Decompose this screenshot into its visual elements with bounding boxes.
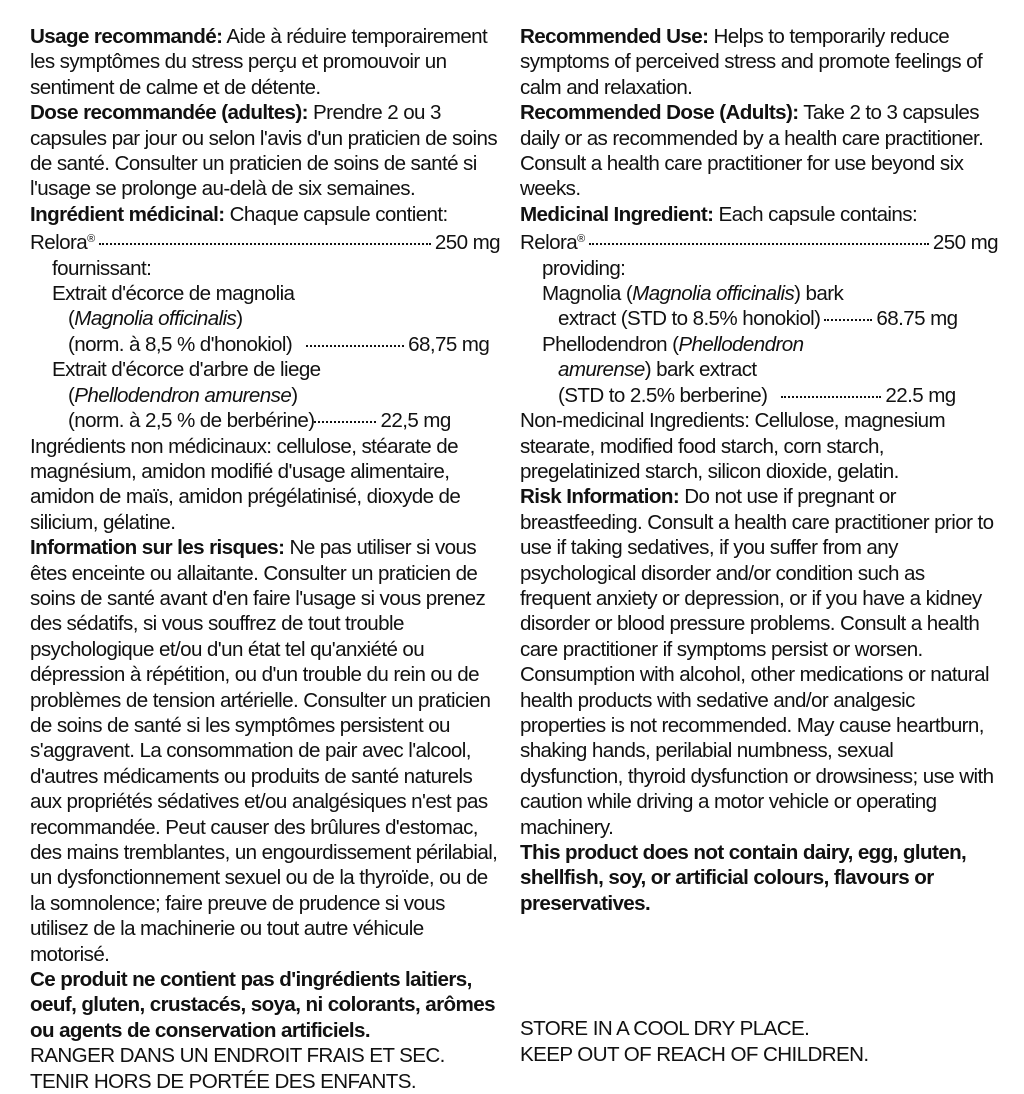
phello-amount-fr: 22,5 mg — [380, 409, 451, 433]
paren-open: ( — [68, 307, 75, 331]
risk-text-en: Do not use if pregnant or breastfeeding. Consult a health care practitioner prior to use if taking sedatives, if you suffer from any psychological disorder and/or condition such as frequent anxiety or depression, or if you have a kidney disorder or blood pressure problems. Consult a health care practitioner if symptoms persist or worsen. Consumption with alcohol, other medications or natural health products with sedative and/or analgesic properties is not recommended. May cause heartburn, shaking hands, perilabial numbness, sexual dysfunction, thyroid dysfunction or drowsiness; use with caution while driving a motor vehicle or operating machinery. — [520, 485, 994, 839]
paren-open: ( — [68, 383, 75, 407]
risk-section-fr — [30, 535, 500, 967]
children-warning-fr: TENIR HORS DE PORTÉE DES ENFANTS. — [30, 1069, 417, 1093]
dose-label-fr: Dose recommandée (adultes): — [30, 101, 308, 125]
registered-mark-en: ® — [577, 233, 585, 246]
providing-en: providing: — [542, 256, 626, 280]
magnolia-name-fr: Extrait d'écorce de magnolia — [52, 282, 295, 306]
usage-section-en — [520, 24, 998, 100]
usage-text-fr: Aide à réduire temporairement les symptômes du stress perçu et promouvoir un sentiment de calme et de détente. — [30, 25, 488, 99]
phello-latin-b-en: amurense — [558, 358, 645, 382]
french-column — [30, 24, 500, 1094]
phello-prefix-en: Phellodendron ( — [542, 332, 679, 356]
dot-leader — [99, 243, 431, 245]
magnolia-suffix-en: ) bark — [794, 282, 844, 306]
ingredient-label-fr: Ingrédient médicinal: — [30, 202, 225, 226]
magnolia-std-fr: (norm. à 8,5 % d'honokiol) — [68, 332, 293, 356]
usage-label-fr: Usage recommandé: — [30, 25, 223, 48]
phello-suffix-en: ) bark extract — [644, 358, 757, 382]
magnolia-latin-name-en: Magnolia officinalis — [632, 282, 795, 306]
dose-section-en — [520, 100, 998, 202]
magnolia-amount-en: 68.75 mg — [876, 307, 958, 331]
providing-fr: fournissant: — [52, 256, 152, 280]
magnolia-amount-fr: 68,75 mg — [408, 332, 490, 356]
non-medicinal-fr: Ingrédients non médicinaux: cellulose, stéarate de magnésium, amidon modifié d'usage alimentaire, amidon de maïs, amidon prégélatinisé, dioxyde de silicium, gélatine. — [30, 434, 461, 534]
phello-amount-en: 22.5 mg — [885, 383, 956, 407]
non-medicinal-en: Non-medicinal Ingredients: Cellulose, magnesium stearate, modified food starch, corn starch, pregelatinized starch, silicon dioxide, gelatin. — [520, 409, 946, 483]
relora-amount-en: 250 mg — [932, 231, 998, 255]
storage-fr: RANGER DANS UN ENDROIT FRAIS ET SEC. — [30, 1044, 445, 1068]
phello-name-en — [520, 332, 998, 357]
paren-close: ) — [291, 383, 298, 407]
english-column — [520, 24, 998, 1067]
ingredient-section-fr — [30, 202, 500, 227]
storage-en: STORE IN A COOL DRY PLACE. — [520, 1017, 810, 1041]
ingredient-text-en: Each capsule contains: — [718, 202, 918, 226]
magnolia-std-en: extract (STD to 8.5% honokiol) — [558, 307, 821, 331]
risk-text-fr: Ne pas utiliser si vous êtes enceinte ou allaitante. Consulter un praticien de soins de santé avant d'en faire l'usage si vous prenez des sédatifs, si vous souffrez de tout trouble psychologique et/ou d'un état tel qu'anxiété ou dépression à répétition, ou d'un trouble du rein ou de problèmes de tension artérielle. Consulter un praticien de soins de santé si les symptômes persistent ou s'aggravent. La consommation de pair avec l'alcool, d'autres médicaments ou produits de santé naturels aux propriétés sédatives et/ou analgésiques n'est pas recommandée. Peut causer des brûlures d'estomac, des mains tremblantes, un engourdissement périlabial, un dysfonctionnement sexuel ou de la thyroïde, ou de la somnolence; faire preuve de prudence si vous utilisez de la machinerie ou tout autre véhicule motorisé. — [30, 536, 498, 966]
ingredient-text-fr: Chaque capsule contient: — [229, 202, 448, 226]
ingredient-label-en: Medicinal Ingredient: — [520, 202, 714, 226]
phello-row-en — [520, 383, 998, 408]
dose-label-en: Recommended Dose (Adults): — [520, 101, 799, 125]
phello-latin-a-en: Phellodendron — [678, 332, 804, 356]
phello-latin-fr — [30, 383, 500, 408]
usage-section-fr — [30, 24, 500, 100]
dot-leader — [824, 319, 872, 321]
dot-leader — [589, 243, 929, 245]
risk-label-fr: Information sur les risques: — [30, 536, 285, 560]
children-warning-en: KEEP OUT OF REACH OF CHILDREN. — [520, 1042, 869, 1066]
dose-text-en: Take 2 to 3 capsules daily or as recommended by a health care practitioner. Consult a health care practitioner for use beyond six weeks. — [520, 101, 984, 201]
magnolia-prefix-en: Magnolia ( — [542, 282, 633, 306]
risk-section-en — [520, 484, 998, 840]
ingredient-section-en — [520, 202, 998, 227]
dose-section-fr — [30, 100, 500, 202]
phello-std-fr: (norm. à 2,5 % de berbérine) — [68, 409, 315, 433]
relora-name-fr: Relora — [30, 231, 88, 255]
phello-name-fr: Extrait d'écorce d'arbre de liege — [52, 358, 321, 382]
allergen-statement-fr: Ce produit ne contient pas d'ingrédients laitiers, oeuf, gluten, crustacés, soya, ni colorants, arômes ou agents de conservation artificiels. — [30, 968, 495, 1042]
allergen-statement-en: This product does not contain dairy, egg, gluten, shellfish, soy, or artificial colours, flavours or preservatives. — [520, 841, 967, 915]
phello-row-fr — [30, 408, 500, 433]
dot-leader — [306, 345, 404, 347]
relora-row-fr — [30, 227, 500, 255]
relora-name-en: Relora — [520, 231, 578, 255]
phello-line2-en — [520, 357, 998, 382]
relora-amount-fr: 250 mg — [434, 231, 500, 255]
magnolia-latin-fr — [30, 306, 500, 331]
magnolia-row-fr — [30, 332, 500, 357]
magnolia-row-en — [520, 306, 998, 331]
paren-close: ) — [236, 307, 243, 331]
risk-label-en: Risk Information: — [520, 485, 680, 509]
phello-latin-name-fr: Phellodendron amurense — [74, 383, 292, 407]
dot-leader — [781, 396, 881, 398]
registered-mark-fr: ® — [87, 233, 95, 246]
usage-label-en: Recommended Use: — [520, 25, 709, 48]
magnolia-latin-name-fr: Magnolia officinalis — [74, 307, 237, 331]
relora-row-en — [520, 227, 998, 255]
usage-text-en: Helps to temporarily reduce symptoms of perceived stress and promote feelings of calm and relaxation. — [520, 25, 983, 99]
phello-std-en: (STD to 2.5% berberine) — [558, 383, 768, 407]
dose-text-fr: Prendre 2 ou 3 capsules par jour ou selon l'avis d'un praticien de soins de santé. Consulter un praticien de soins de santé si l'usage se prolonge au-delà de six semaines. — [30, 101, 498, 201]
dot-leader — [314, 421, 376, 423]
magnolia-name-en — [520, 281, 998, 306]
spacer — [520, 916, 998, 1016]
